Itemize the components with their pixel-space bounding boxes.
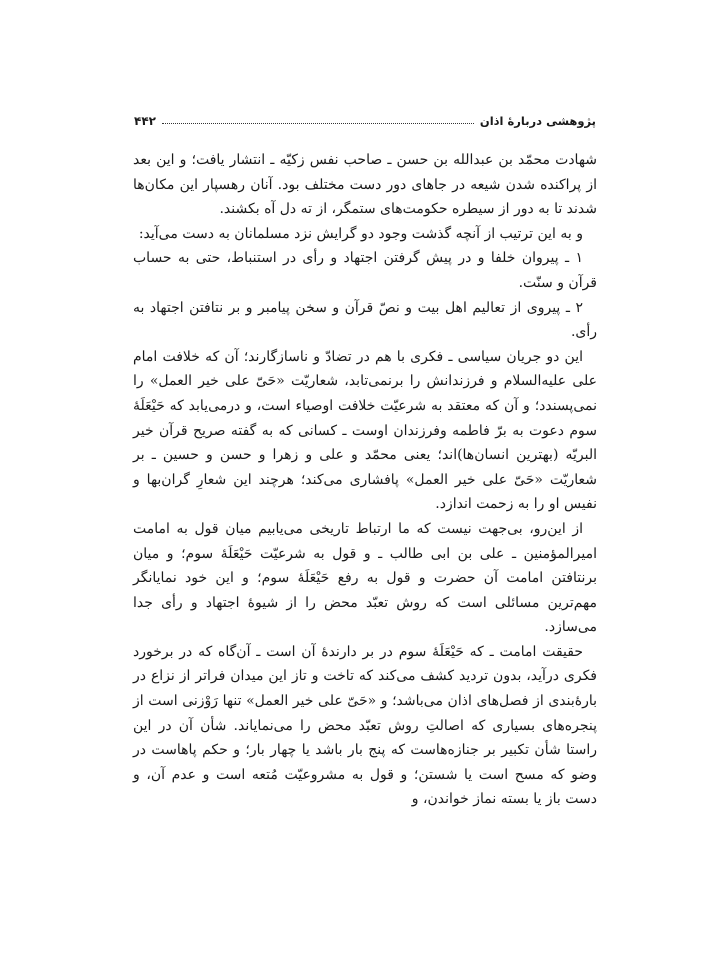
paragraph: این دو جریان سیاسی ـ فکری با هم در تضادّ و ناسازگارند؛ آن که خلافت امام علی علیه‌السلام و فرزندانش را برنمی‌تابد، شعاریّت «حَیّ علی خیر العمل» را نمی‌پسندد؛ و آن که معتقد به شرعیّت خلافت اوصیاء است، و درمی‌یابد که حَیْعَلَهٔ سوم دعوت به برّ فاطمه وفرزندان اوست ـ کسانی که به گفته صریح قرآن خیر البریّه (بهترین انسان‌ها)اند؛ یعنی محمّد و علی و زهرا و حسن و حسین ـ بر شعاریّت «حَیّ علی خیر العمل» پافشاری می‌کند؛ هرچند این شعارِ گران‌بها و نفیس او را به زحمت اندازد. <box>133 348 597 513</box>
paragraph: ۱ ـ پیروان خلفا و در پیش گرفتن اجتهاد و رأی در استنباط، حتی به حساب قرآن و سنّت. <box>133 250 597 291</box>
running-title: پژوهشی دربارۀ اذان <box>479 114 596 128</box>
running-header <box>134 104 596 128</box>
body-text <box>133 148 597 812</box>
paragraph: و به این ترتیب از آنچه گذشت وجود دو گرایش نزد مسلمانان به دست می‌آید: <box>138 225 583 242</box>
paragraph: حقیقت امامت ـ که حَیْعَلَهٔ سوم در بر دارندۀ آن است ـ آن‌گاه که در برخورد فکری درآید، بدون تردید کشف می‌کند که تاخت و تاز این میدان فراتر از نزاع در بارۀ‌بندی از فصل‌های اذان می‌باشد؛ و «حَیّ علی خیر العمل» تنها رَوْزنی است از پنجره‌های بسیاری که اصالتِ روش تعبّد محض را می‌نمایاند. شأن آن در این راستا شأن تکبیر بر جنازه‌هاست که پنج بار باشد یا چهار بار؛ و حکم پاهاست در وضو که مسح است یا شستن؛ و قول به مشروعیّت مُتعه است و عدم آن، و دست باز یا بسته نماز خواندن، و <box>133 643 597 808</box>
paragraph: شهادت محمّد بن عبدالله بن حسن ـ صاحب نفس زکیّه ـ انتشار یافت؛ و این بعد از پراکنده شدن شیعه در جاهای دور دست مختلف بود. آنان رهسپار این مکان‌ها شدند تا به دور از سیطره حکومت‌های ستمگر، از ته دل آه بکشند. <box>133 152 597 218</box>
page-number: ۴۴۲ <box>134 114 156 128</box>
dot-leader <box>162 122 474 124</box>
paragraph: از این‌رو، بی‌جهت نیست که ما ارتباط تاریخی می‌یابیم میان قول به امامت امیرالمؤمنین ـ علی بن ابی طالب ـ و قول به شرعیّت حَیْعَلَهٔ سوم؛ و میان برنتافتن امامت آن حضرت و قول به رفع حَیْعَلَهٔ سوم؛ و این خود نمایانگر مهم‌ترین مسائلی است که روش تعبّد محض را از شیوۀ اجتهاد و رأی جدا می‌سازد. <box>133 520 597 636</box>
paragraph: ۲ ـ پیروی از تعالیم اهل بیت و نصّ قرآن و سخن پیامبر و بر نتافتن اجتهاد به رأی. <box>133 299 597 341</box>
